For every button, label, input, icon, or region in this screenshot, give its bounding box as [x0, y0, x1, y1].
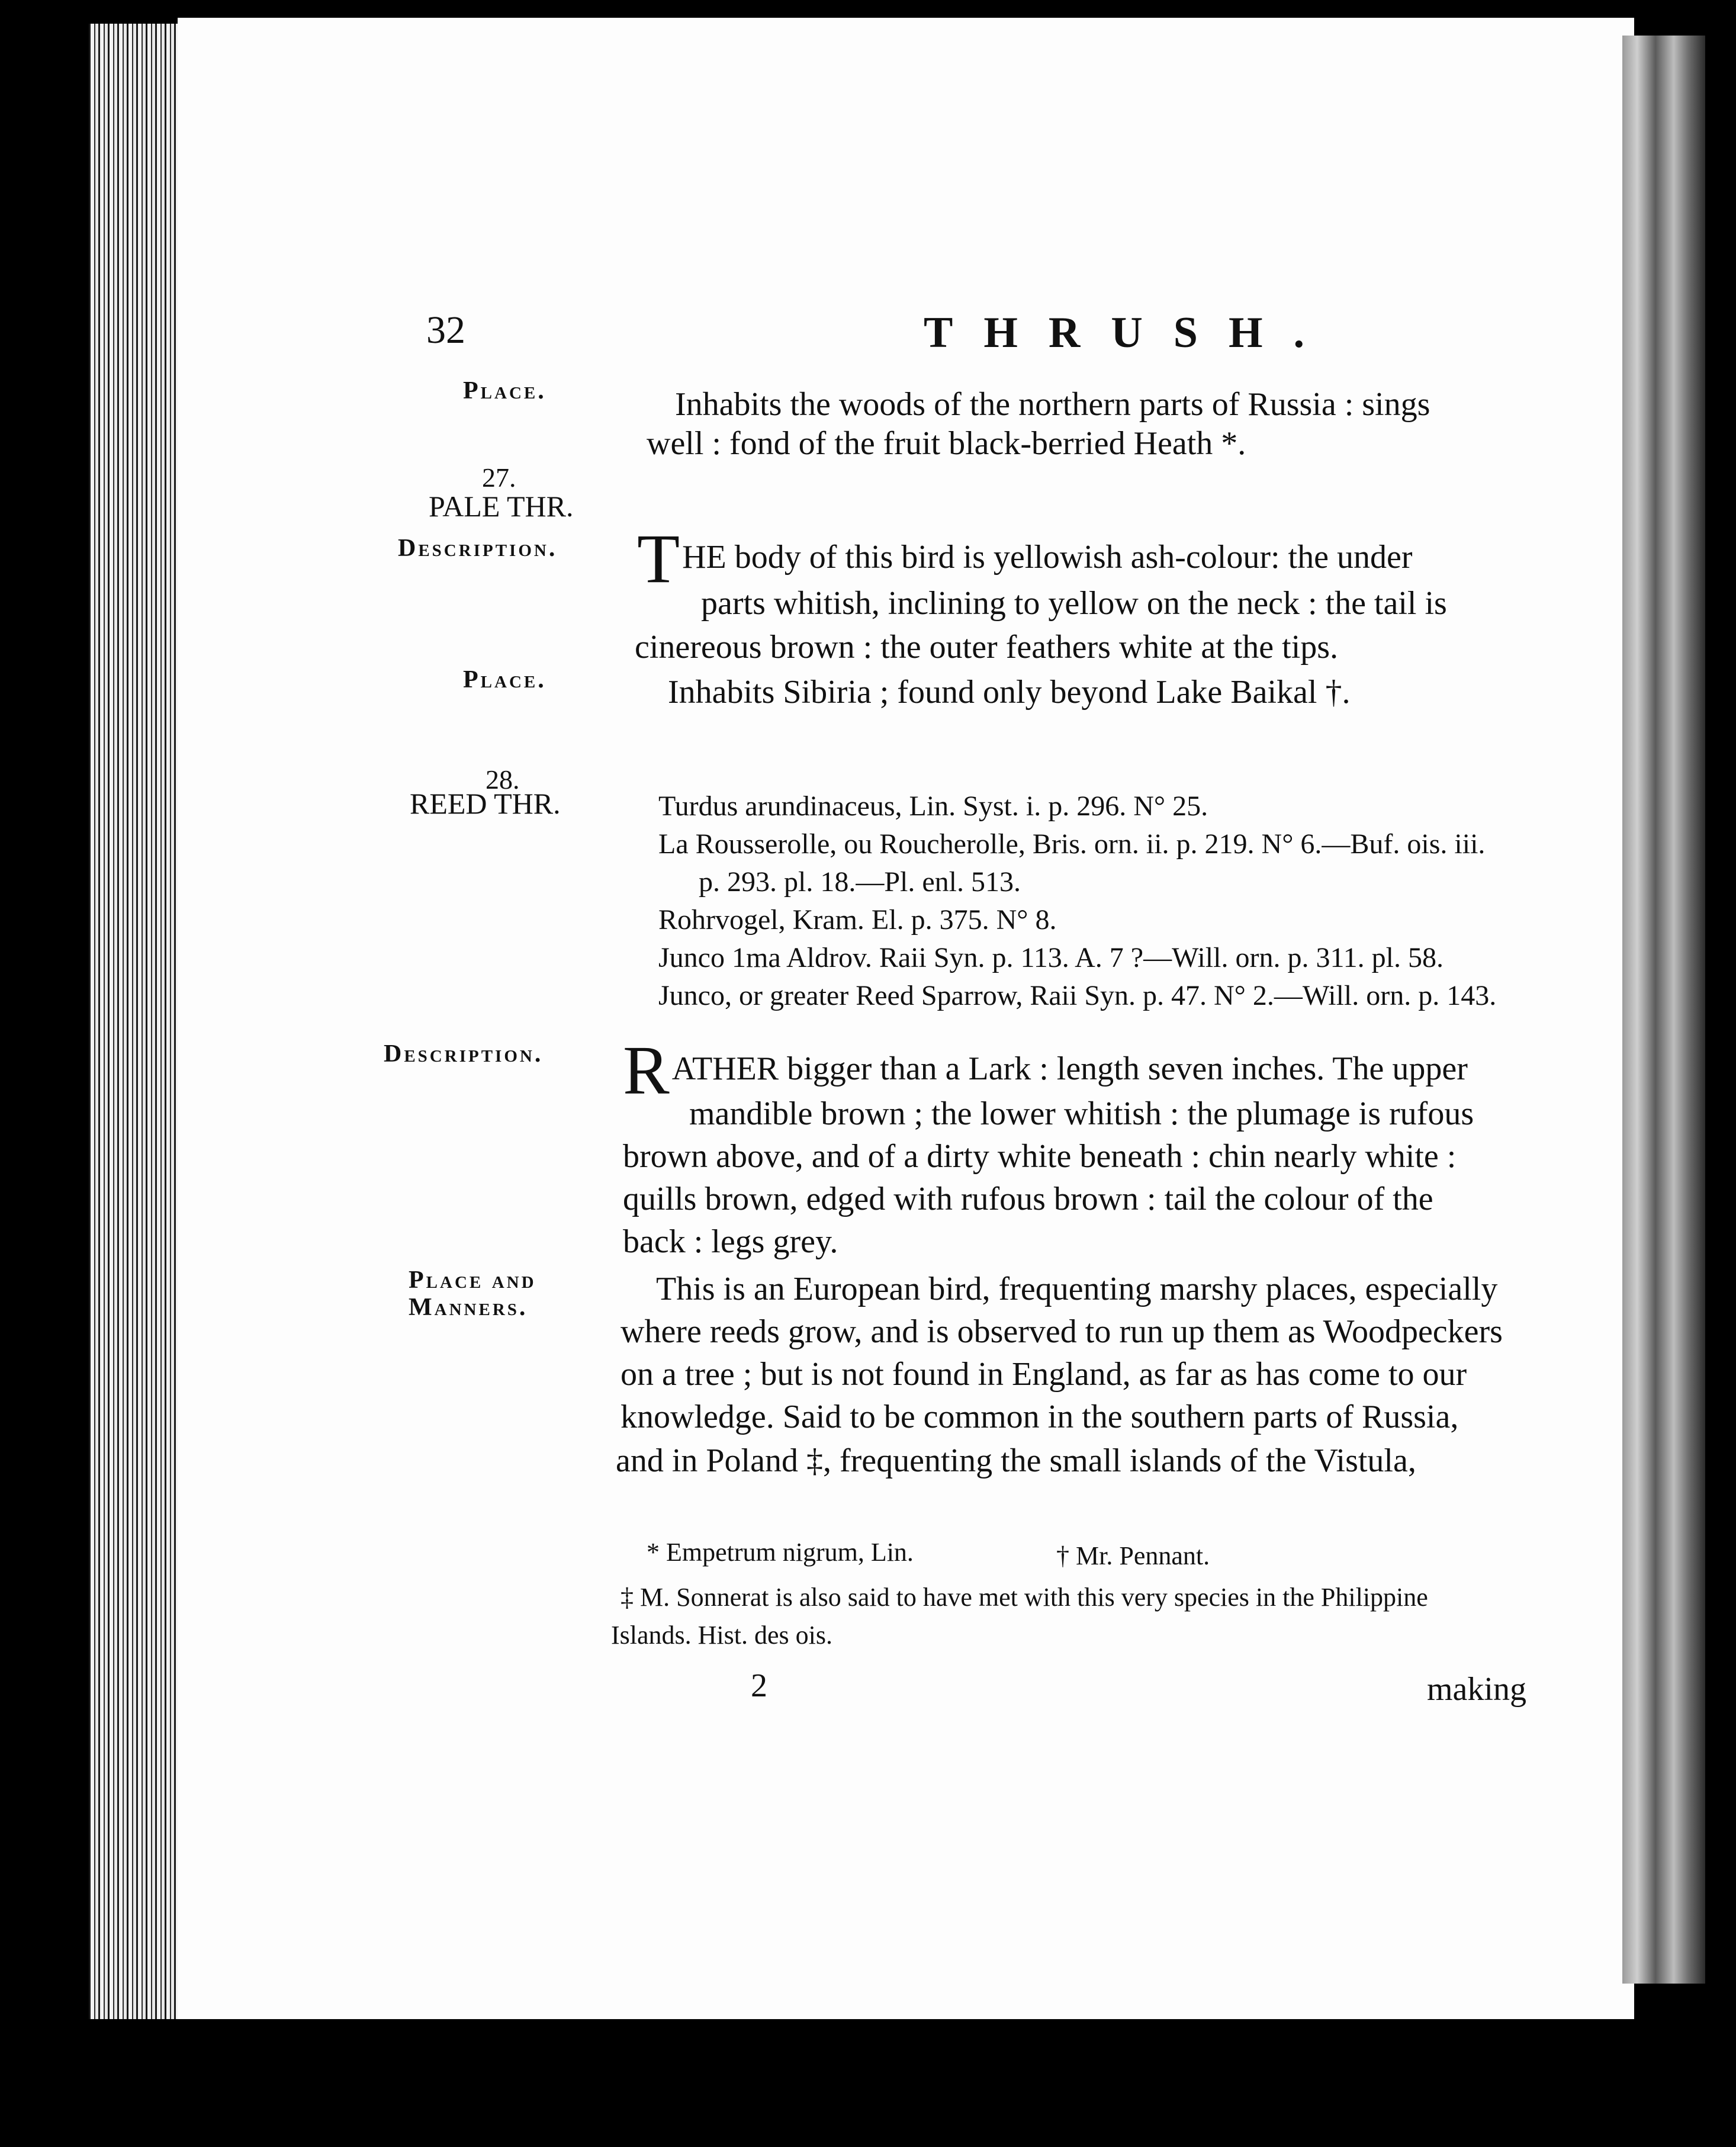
book-page-edges-right [1622, 36, 1705, 1984]
margin-label-place-and-manners: Place and [409, 1267, 536, 1294]
margin-label-place-and-manners: Manners. [409, 1294, 528, 1321]
running-head: THRUSH. [924, 308, 1336, 357]
place-manners-line: where reeds grow, and is observed to run up them as Woodpeckers [621, 1313, 1503, 1350]
place-manners-line: on a tree ; but is not found in England, as far as has come to our [621, 1356, 1467, 1393]
description-line: brown above, and of a dirty white beneath : chin nearly white : [623, 1138, 1457, 1175]
margin-label-description: Description. [384, 1040, 544, 1068]
margin-label-place: Place. [463, 666, 546, 693]
margin-label-place: Place. [463, 377, 546, 404]
place-manners-line: This is an European bird, frequenting marshy places, especially [656, 1271, 1498, 1307]
footnote-double-dagger: Islands. Hist. des ois. [611, 1621, 832, 1650]
species-name: PALE THR. [429, 490, 574, 523]
species-name: REED THR. [410, 787, 561, 820]
book-page [178, 18, 1634, 2019]
footnote-dagger: † Mr. Pennant. [1056, 1541, 1210, 1570]
description-paragraph [623, 1031, 1468, 1109]
place-text-line: Inhabits the woods of the northern parts of Russia : sings [675, 386, 1430, 423]
place-manners-line: and in Poland ‡, frequenting the small islands of the Vistula, [616, 1442, 1416, 1479]
reference-line: Turdus arundinaceus, Lin. Syst. i. p. 296. N° 25. [658, 790, 1208, 822]
description-paragraph [637, 520, 1413, 597]
footnote-double-dagger: ‡ M. Sonnerat is also said to have met with this very species in the Philippine [621, 1583, 1428, 1612]
drop-cap: T [637, 520, 680, 597]
species-number: 28. [486, 764, 520, 795]
margin-label-description: Description. [398, 535, 558, 562]
reference-line: Junco, or greater Reed Sparrow, Raii Syn. p. 47. N° 2.—Will. orn. p. 143. [658, 980, 1497, 1011]
description-line: quills brown, edged with rufous brown : tail the colour of the [623, 1181, 1433, 1217]
page-number: 32 [426, 308, 465, 352]
book-page-edges-left [89, 24, 184, 2031]
description-line: parts whitish, inclining to yellow on the neck : the tail is [701, 585, 1447, 622]
reference-line: Junco 1ma Aldrov. Raii Syn. p. 113. A. 7 ?—Will. orn. p. 311. pl. 58. [658, 942, 1444, 973]
place-text-line: well : fond of the fruit black-berried Heath *. [647, 425, 1246, 462]
reference-line: p. 293. pl. 18.—Pl. enl. 513. [699, 866, 1021, 898]
place-text-line: Inhabits Sibiria ; found only beyond Lake Baikal †. [668, 674, 1351, 711]
description-line: mandible brown ; the lower whitish : the plumage is rufous [689, 1095, 1474, 1132]
catchword: making [1427, 1671, 1526, 1708]
scan-bottom-shadow [89, 2019, 1711, 2147]
signature-mark: 2 [751, 1667, 767, 1704]
description-line: HE body of this bird is yellowish ash-colour: the under [682, 539, 1413, 576]
description-line: ATHER bigger than a Lark : length seven inches. The upper [671, 1050, 1468, 1087]
footnote-star: * Empetrum nigrum, Lin. [647, 1538, 914, 1567]
drop-cap: R [623, 1031, 670, 1109]
place-manners-line: knowledge. Said to be common in the southern parts of Russia, [621, 1399, 1459, 1435]
description-line: back : legs grey. [623, 1223, 838, 1260]
description-line: cinereous brown : the outer feathers white at the tips. [635, 629, 1339, 666]
reference-line: La Rousserolle, ou Roucherolle, Bris. orn. ii. p. 219. N° 6.—Buf. ois. iii. [658, 828, 1486, 860]
species-number: 27. [482, 462, 516, 493]
reference-line: Rohrvogel, Kram. El. p. 375. N° 8. [658, 904, 1057, 936]
